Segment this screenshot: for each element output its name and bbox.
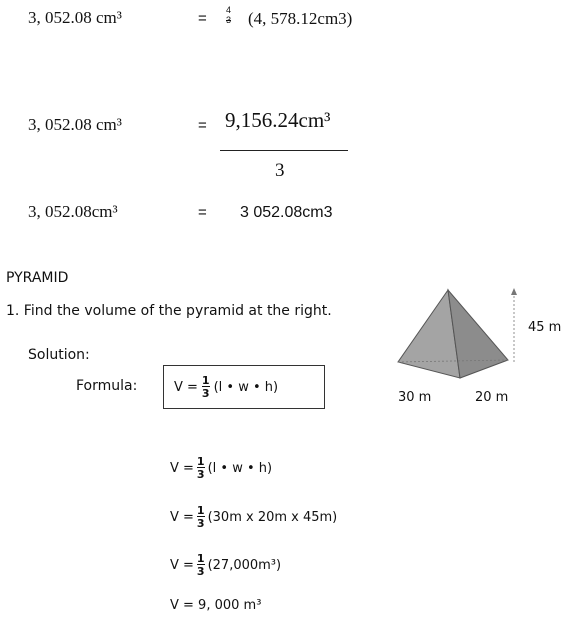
step3-fraction	[197, 553, 205, 577]
line2-lhs: 3, 052.08 cm³	[28, 115, 122, 134]
step3-lhs: V =	[170, 557, 194, 573]
line1-frac-num: 4	[226, 5, 232, 15]
step2-frac-num: 1	[196, 504, 205, 517]
height-arrow-icon	[511, 288, 517, 295]
formula-lhs: V =	[174, 379, 198, 395]
step1-frac-den: 3	[196, 468, 205, 481]
formula-frac-num: 1	[201, 374, 210, 387]
step1-lhs: V =	[170, 460, 194, 476]
line1-frac-den: 3	[226, 15, 232, 25]
line2-numerator: 9,156.24cm³	[225, 108, 331, 132]
pyramid-heading: PYRAMID	[6, 270, 69, 286]
step2-fraction	[197, 505, 205, 529]
step2-lhs: V =	[170, 509, 194, 525]
question-text: 1. Find the volume of the pyramid at the right.	[6, 303, 332, 319]
solution-result: V = 9, 000 m³	[170, 598, 262, 613]
solution-label: Solution:	[28, 347, 90, 363]
line3-rhs: 3 052.08cm3	[240, 204, 333, 221]
formula-fraction	[202, 375, 210, 399]
solution-step-2	[170, 505, 337, 529]
step1-fraction	[197, 456, 205, 480]
step3-frac-den: 3	[196, 565, 205, 578]
line1-equals: =	[198, 10, 207, 27]
line1-rhs: (4, 578.12cm3)	[248, 9, 353, 28]
line2-denominator: 3	[275, 160, 285, 181]
formula-frac-den: 3	[201, 387, 210, 400]
line2-fraction-bar	[220, 150, 348, 151]
solution-step-3	[170, 553, 281, 577]
pyramid-figure	[390, 282, 565, 392]
line2-equals: =	[198, 117, 207, 134]
step1-frac-num: 1	[196, 455, 205, 468]
width-label: 20 m	[475, 390, 509, 405]
formula-box	[163, 365, 325, 409]
step1-rhs: (l • w • h)	[207, 460, 273, 476]
step2-frac-den: 3	[196, 517, 205, 530]
step3-frac-num: 1	[196, 552, 205, 565]
line3-equals: =	[198, 204, 207, 221]
step3-rhs: (27,000m³)	[207, 557, 282, 573]
line1-fraction	[226, 6, 231, 25]
line3-lhs: 3, 052.08cm³	[28, 202, 118, 221]
height-label: 45 m	[528, 320, 562, 335]
line1-lhs: 3, 052.08 cm³	[28, 8, 122, 27]
solution-step-1	[170, 456, 272, 480]
formula-rhs: (l • w • h)	[213, 379, 279, 395]
step2-rhs: (30m x 20m x 45m)	[207, 509, 338, 525]
formula-label: Formula:	[76, 378, 138, 394]
length-label: 30 m	[398, 390, 432, 405]
